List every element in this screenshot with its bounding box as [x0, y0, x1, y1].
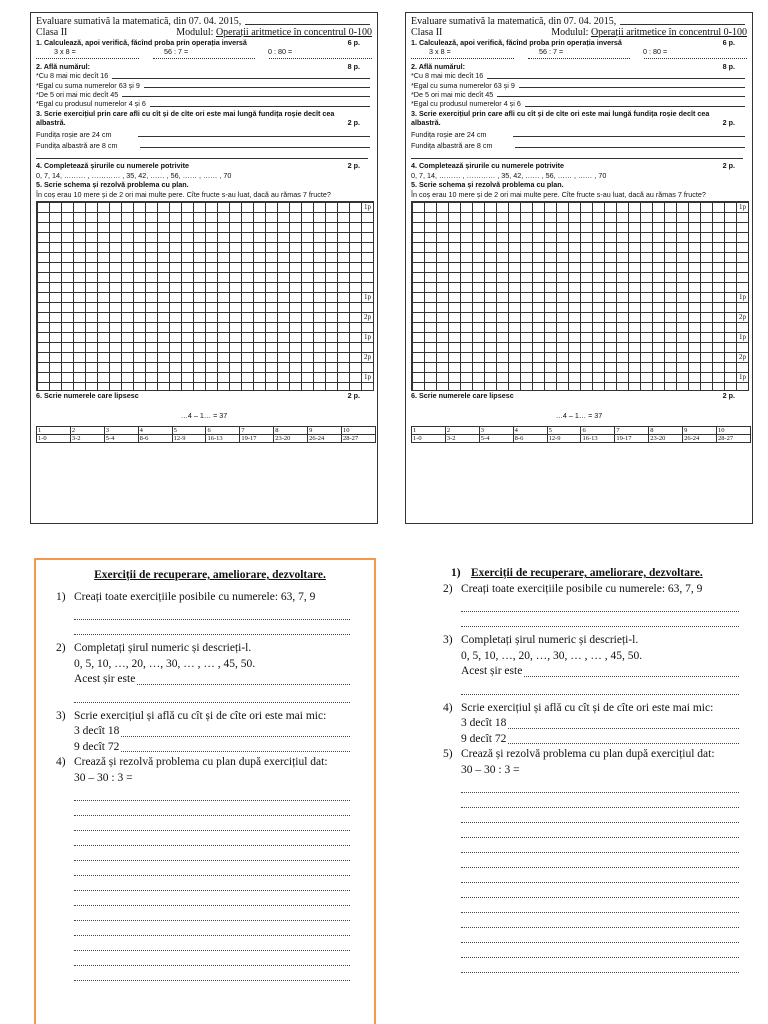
module-info [176, 27, 372, 38]
description-label: Acest șir este [74, 673, 136, 685]
q2-item [411, 81, 747, 90]
q4-points: 2 p. [722, 161, 735, 171]
item-text: Scrie exercițiul și află cu cît și de cîte ori este mai mic: [461, 701, 714, 714]
recovery-card-right [421, 558, 763, 1024]
grade-cell: 8 [649, 426, 683, 434]
q3-title: 3. Scrie exercițiul prin care afli cu cît și de cîte ori este mai lungă fundița roșie decît cea albastră. [411, 108, 710, 128]
q1-answer-lines [411, 58, 747, 59]
recovery-item-1 [56, 590, 364, 606]
q6-points: 2 p. [722, 391, 735, 401]
answer-line[interactable] [461, 612, 739, 627]
grade-cell: 1 [37, 426, 71, 434]
answer-line[interactable] [461, 868, 739, 883]
q3-item-text: Fundița roșie are 24 cm [36, 129, 112, 139]
item-text: Creați toate exercițiile posibile cu numerele: 63, 7, 9 [74, 590, 316, 603]
q2-answer[interactable] [487, 78, 745, 79]
answer-line[interactable] [524, 664, 739, 677]
answer-line[interactable] [74, 846, 350, 861]
q3-extra-line[interactable] [411, 150, 743, 159]
q3-extra-line[interactable] [36, 150, 368, 159]
answer-line[interactable] [461, 823, 739, 838]
q2-answer[interactable] [112, 78, 370, 79]
q1-title: 1. Calculează, apoi verifică, făcînd proba prin operația inversă [411, 38, 622, 47]
answer-line[interactable] [461, 958, 739, 973]
q1-answer-2[interactable] [528, 58, 631, 59]
grid-points-label: 1p [739, 373, 746, 382]
sequence-description-row [443, 664, 753, 680]
points-cell: 23-20 [649, 434, 683, 442]
q3-points: 2 p. [722, 118, 735, 128]
q3-title-row [36, 109, 372, 128]
answer-line[interactable] [74, 801, 350, 816]
answer-line[interactable] [461, 838, 739, 853]
grade-cell: 3 [104, 426, 138, 434]
q1-op-3: 0 : 80 = [268, 47, 293, 57]
q2-item [36, 81, 372, 90]
answer-line[interactable] [461, 883, 739, 898]
q1-op-3: 0 : 80 = [643, 47, 668, 57]
points-cell: 3-2 [445, 434, 479, 442]
q2-title-row [36, 62, 372, 71]
recovery-item-5 [443, 747, 753, 763]
q1-op-1: 3 x 8 = [429, 47, 451, 57]
q3-answer[interactable] [140, 147, 371, 148]
q1-op-1: 3 x 8 = [54, 47, 76, 57]
points-cell: 1-0 [37, 434, 71, 442]
compare-row [443, 716, 753, 732]
points-cell: 26-24 [683, 434, 717, 442]
answer-line[interactable] [74, 620, 350, 635]
answer-grid[interactable] [411, 201, 749, 391]
item-text: Crează și rezolvă problema cu plan după exercițiul dat: [74, 756, 328, 768]
q6-title: 6. Scrie numerele care lipsesc [411, 391, 514, 401]
q4-title: 4. Completează șirurile cu numerele potrivite [36, 161, 189, 171]
answer-line[interactable] [137, 672, 350, 685]
item-number: 2) [443, 582, 453, 595]
q2-answer[interactable] [525, 106, 745, 107]
grading-scale-table [36, 426, 376, 443]
item-number: 4) [443, 701, 453, 714]
q1-title: 1. Calculează, apoi verifică, făcînd proba prin operația inversă [36, 38, 247, 47]
q3-answer[interactable] [513, 136, 745, 137]
q2-item [36, 71, 372, 80]
q2-answer[interactable] [144, 87, 370, 88]
answer-line[interactable] [461, 808, 739, 823]
answer-line[interactable] [74, 605, 350, 620]
grade-cell: 9 [683, 426, 717, 434]
item-number: 5) [443, 748, 453, 760]
points-cell: 16-13 [206, 434, 240, 442]
recovery-item-2 [443, 582, 753, 598]
answer-line[interactable] [461, 913, 739, 928]
header-line [411, 16, 747, 27]
answer-line[interactable] [74, 688, 350, 703]
grid-points-label: 2p [739, 313, 746, 322]
recovery-item-4 [443, 701, 753, 717]
points-cell: 28-27 [717, 434, 751, 442]
answer-line[interactable] [74, 921, 350, 936]
q5-title: 5. Scrie schema și rezolvă problema cu plan. [411, 180, 564, 190]
item-text: Crează și rezolvă problema cu plan după exercițiul dat: [461, 748, 715, 760]
q2-title-row [411, 62, 747, 71]
points-row [37, 434, 376, 442]
grade-cell: 7 [240, 426, 274, 434]
answer-line[interactable] [508, 732, 739, 745]
grid-points-label: 1p [364, 203, 371, 212]
q3-answer[interactable] [515, 147, 746, 148]
grade-cell: 5 [547, 426, 581, 434]
q4-title-row [411, 161, 747, 170]
grade-cell: 8 [274, 426, 308, 434]
points-cell: 19-17 [615, 434, 649, 442]
header-text: Evaluare sumativă la matematică, din 07. 04. 2015, [36, 16, 242, 27]
answer-line[interactable] [74, 891, 350, 906]
recovery-title-row [443, 566, 753, 582]
grade-cell: 4 [138, 426, 172, 434]
q1-op-2: 56 : 7 = [164, 47, 189, 57]
description-label: Acest șir este [461, 665, 523, 677]
grade-cell: 5 [172, 426, 206, 434]
grid-points-label: 2p [364, 353, 371, 362]
q2-item-text: *De 5 ori mai mic decît 45 [411, 90, 494, 100]
item-text: Completați șirul numeric și descrieți-l. [461, 634, 639, 646]
points-cell: 16-13 [581, 434, 615, 442]
answer-line[interactable] [461, 898, 739, 913]
answer-line[interactable] [74, 951, 350, 966]
q2-item-text: *De 5 ori mai mic decît 45 [36, 90, 119, 100]
module-name: Operații aritmetice în concentrul 0-100 [590, 27, 747, 38]
compare-row [56, 724, 364, 740]
grade-cell: 9 [308, 426, 342, 434]
grade-cell: 1 [412, 426, 446, 434]
q3-item-text: Fundița roșie are 24 cm [411, 129, 487, 139]
q3-points: 2 p. [347, 118, 360, 128]
answer-line[interactable] [461, 853, 739, 868]
grade-cell: 6 [206, 426, 240, 434]
item-number: 1) [56, 590, 66, 603]
answer-line[interactable] [74, 966, 350, 981]
q5-title: 5. Scrie schema și rezolvă problema cu plan. [36, 180, 189, 190]
grid-points-label: 2p [739, 353, 746, 362]
q6-equation[interactable]: …4 – 1… = 37 [555, 410, 603, 420]
q2-item-text: *Egal cu produsul numerelor 4 și 6 [36, 99, 146, 109]
q1-answer-1[interactable] [36, 58, 139, 59]
points-cell: 12-9 [172, 434, 206, 442]
item-number: 3) [56, 709, 66, 722]
points-cell: 8-6 [513, 434, 547, 442]
answer-line[interactable] [461, 597, 739, 612]
header-text: Evaluare sumativă la matematică, din 07. 04. 2015, [411, 16, 617, 27]
grade-cell: 6 [581, 426, 615, 434]
q2-item-text: *Cu 8 mai mic decît 16 [411, 71, 484, 81]
q1-points: 6 p. [347, 38, 360, 47]
class-label: Clasa II [411, 27, 443, 38]
recovery-title: Exerciții de recuperare, ameliorare, dezvoltare. [471, 567, 703, 579]
item-text: Scrie exercițiul și află cu cît și de cîte ori este mai mic: [74, 709, 327, 722]
grade-cell: 10 [717, 426, 751, 434]
test-sheet-left [30, 12, 378, 524]
points-cell: 23-20 [274, 434, 308, 442]
q6-title-row [411, 391, 747, 400]
compare-label: 3 decît 18 [461, 717, 507, 729]
q6-title: 6. Scrie numerele care lipsesc [36, 391, 139, 401]
answer-line[interactable] [74, 861, 350, 876]
answer-line[interactable] [461, 680, 739, 695]
compare-label: 9 decît 72 [461, 732, 507, 745]
compare-row [443, 732, 753, 748]
points-cell: 3-2 [70, 434, 104, 442]
q4-points: 2 p. [347, 161, 360, 171]
q4-title: 4. Completează șirurile cu numerele potrivite [411, 161, 564, 171]
answer-line[interactable] [121, 724, 350, 737]
points-cell: 1-0 [412, 434, 446, 442]
grade-cell: 10 [342, 426, 376, 434]
answer-line[interactable] [121, 740, 350, 753]
q3-title-row [411, 109, 747, 128]
class-label: Clasa II [36, 27, 68, 38]
points-cell: 8-6 [138, 434, 172, 442]
q2-answer[interactable] [497, 96, 745, 97]
q2-answer[interactable] [519, 87, 745, 88]
answer-line[interactable] [461, 793, 739, 808]
q3-item [36, 141, 372, 150]
number-sequence: 0, 5, 10, …, 20, …, 30, … , … , 45, 50. [74, 657, 256, 670]
q2-answer[interactable] [150, 106, 370, 107]
q2-points: 8 p. [722, 61, 735, 71]
q1-answer-1[interactable] [411, 58, 514, 59]
grade-cell: 2 [70, 426, 104, 434]
q1-answer-3[interactable] [269, 58, 372, 59]
points-cell: 12-9 [547, 434, 581, 442]
grid-points-label: 1p [364, 333, 371, 342]
answer-line[interactable] [461, 778, 739, 793]
q3-title: 3. Scrie exercițiul prin care afli cu cît și de cîte ori este mai lungă fundița roșie decît cea albastră. [36, 108, 335, 128]
q6-equation[interactable]: …4 – 1… = 37 [180, 410, 228, 420]
compare-row [56, 740, 364, 756]
q3-item-text: Fundița albastră are 8 cm [411, 141, 493, 151]
q6-title-row [36, 391, 372, 400]
grid-points-label: 2p [364, 313, 371, 322]
item-number: 4) [56, 756, 66, 768]
q2-title: 2. Află numărul: [411, 61, 466, 71]
module-name: Operații aritmetice în concentrul 0-100 [215, 27, 372, 38]
q6-points: 2 p. [347, 391, 360, 401]
q2-item [411, 99, 747, 108]
answer-line[interactable] [74, 786, 350, 801]
points-cell: 5-4 [104, 434, 138, 442]
grading-scale-table [411, 426, 751, 443]
class-module-line [36, 27, 372, 38]
grade-cell: 4 [513, 426, 547, 434]
q3-item [36, 130, 372, 139]
q4-sequence[interactable]: 0, 7, 14, ……… , ………… , 35, 42, …… , 56, …… , …… , 70 [36, 170, 232, 180]
points-row [412, 434, 751, 442]
q2-item [36, 99, 372, 108]
grade-cell: 2 [445, 426, 479, 434]
recovery-item-3 [56, 709, 364, 725]
sequence-description-row [56, 672, 364, 688]
q2-item-text: *Egal cu suma numerelor 63 și 9 [411, 80, 515, 90]
number-sequence: 0, 5, 10, …, 20, …, 30, … , … , 45, 50. [461, 649, 643, 662]
q2-item [36, 90, 372, 99]
q2-item-text: *Egal cu produsul numerelor 4 și 6 [411, 99, 521, 109]
answer-line[interactable] [74, 906, 350, 921]
grid-points-label: 1p [739, 203, 746, 212]
test-sheet-right [405, 12, 753, 524]
grade-cell: 7 [615, 426, 649, 434]
item-text: Completați șirul numeric și descrieți-l. [74, 642, 252, 654]
name-blank[interactable] [620, 24, 745, 25]
grid-points-label: 1p [364, 293, 371, 302]
answer-line[interactable] [74, 876, 350, 891]
q4-sequence[interactable]: 0, 7, 14, ……… , ………… , 35, 42, …… , 56, …… , …… , 70 [411, 170, 607, 180]
grid-points-label: 1p [739, 293, 746, 302]
q5-text: În coș erau 10 mere și de 2 ori mai multe pere. Cîte fructe s-au luat, dacă au rămas 7 fructe? [411, 189, 706, 199]
grade-row [412, 426, 751, 434]
grid-points-label: 1p [364, 373, 371, 382]
q1-ops [411, 47, 747, 56]
item-number: 3) [443, 634, 453, 646]
q3-answer[interactable] [138, 136, 370, 137]
given-exercise: 30 – 30 : 3 = [461, 763, 520, 776]
item-number: 2) [56, 642, 66, 654]
q1-ops [36, 47, 372, 56]
q3-item [411, 130, 747, 139]
answer-line[interactable] [74, 831, 350, 846]
answer-line[interactable] [508, 716, 739, 729]
answer-line[interactable] [461, 928, 739, 943]
grade-cell: 3 [479, 426, 513, 434]
recovery-item-4 [56, 755, 364, 771]
recovery-item-2 [56, 641, 364, 657]
q5-text: În coș erau 10 mere și de 2 ori mai multe pere. Cîte fructe s-au luat, dacă au rămas 7 fructe? [36, 189, 331, 199]
header-line [36, 16, 372, 27]
module-label: Modulul: [176, 27, 214, 38]
q2-points: 8 p. [347, 61, 360, 71]
q4-title-row [36, 161, 372, 170]
q1-points: 6 p. [722, 38, 735, 47]
compare-label: 3 decît 18 [74, 725, 120, 737]
points-cell: 28-27 [342, 434, 376, 442]
compare-label: 9 decît 72 [74, 740, 120, 753]
points-cell: 26-24 [308, 434, 342, 442]
recovery-card-left [34, 558, 376, 1024]
grade-row [37, 426, 376, 434]
q3-item-text: Fundița albastră are 8 cm [36, 141, 118, 151]
q1-answer-2[interactable] [153, 58, 256, 59]
recovery-item-3 [443, 633, 753, 649]
answer-grid[interactable] [36, 201, 374, 391]
given-exercise: 30 – 30 : 3 = [74, 771, 133, 784]
points-cell: 5-4 [479, 434, 513, 442]
answer-line[interactable] [74, 936, 350, 951]
grid-points-label: 1p [739, 333, 746, 342]
module-info [551, 27, 747, 38]
q1-answer-3[interactable] [644, 58, 747, 59]
answer-line[interactable] [74, 816, 350, 831]
class-module-line [411, 27, 747, 38]
name-blank[interactable] [245, 24, 370, 25]
q1-title-row [36, 38, 372, 47]
q2-item [411, 71, 747, 80]
q2-item [411, 90, 747, 99]
q2-item-text: *Egal cu suma numerelor 63 și 9 [36, 80, 140, 90]
item-text: Creați toate exercițiile posibile cu numerele: 63, 7, 9 [461, 582, 703, 595]
points-cell: 19-17 [240, 434, 274, 442]
title-number: 1) [451, 567, 461, 579]
answer-line[interactable] [461, 943, 739, 958]
q1-answer-lines [36, 58, 372, 59]
q1-op-2: 56 : 7 = [539, 47, 564, 57]
q2-answer[interactable] [122, 96, 370, 97]
q3-item [411, 141, 747, 150]
q2-title: 2. Află numărul: [36, 61, 91, 71]
recovery-title: Exerciții de recuperare, ameliorare, dezvoltare. [94, 569, 326, 581]
module-label: Modulul: [551, 27, 589, 38]
q2-item-text: *Cu 8 mai mic decît 16 [36, 71, 109, 81]
q1-title-row [411, 38, 747, 47]
